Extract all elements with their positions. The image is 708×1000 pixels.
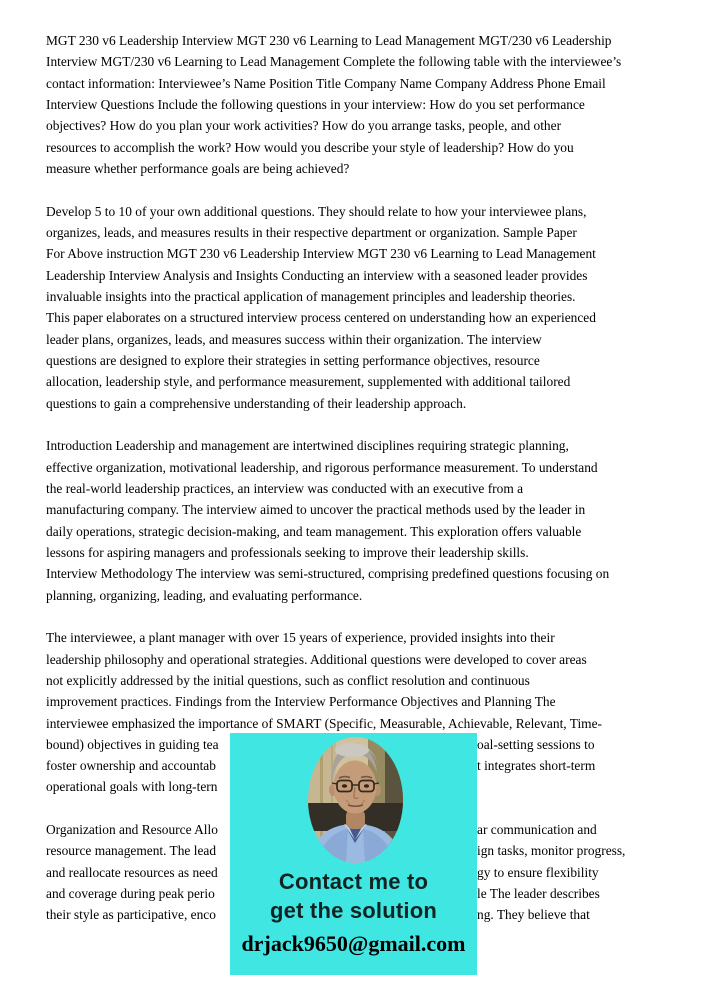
- text-line: effective organization, motivational leadership, and rigorous performance measurement. To understand: [46, 459, 598, 475]
- text-line: For Above instruction MGT 230 v6 Leadership Interview MGT 230 v6 Learning to Lead Management: [46, 246, 596, 262]
- text-line: lessons for aspiring managers and professionals seeking to improve their leadership skills.: [46, 544, 529, 560]
- text-line: Interview MGT/230 v6 Learning to Lead Management Complete the following table with the interviewee’s: [46, 54, 622, 70]
- paragraph: [46, 201, 671, 414]
- text-line: questions to gain a comprehensive understanding of their leadership approach.: [46, 395, 467, 411]
- text-line: daily operations, strategic decision-making, and team management. This exploration offers valuable: [46, 523, 582, 539]
- contact-overlay: [230, 733, 477, 975]
- paragraph: [46, 435, 671, 606]
- contact-email: drjack9650@gmail.com: [241, 931, 466, 956]
- text-fragment-left: resource management. The lead: [46, 843, 217, 859]
- text-fragment-right: t integrates short-term: [477, 758, 596, 774]
- text-line: This paper elaborates on a structured interview process centered on understanding how an experienced: [46, 310, 596, 326]
- text-fragment-right: oal-setting sessions to: [477, 736, 595, 752]
- text-fragment-left: bound) objectives in guiding tea: [46, 736, 219, 752]
- text-line: the real-world leadership practices, an interview was conducted with an executive from a: [46, 480, 524, 496]
- text-fragment-left: and coverage during peak perio: [46, 886, 215, 902]
- portrait-photo-icon: [308, 737, 403, 863]
- text-line: not explicitly addressed by the initial questions, such as conflict resolution and continuous: [46, 672, 530, 688]
- text-line: objectives? How do you plan your work activities? How do you arrange tasks, people, and other: [46, 118, 562, 134]
- paragraph: [46, 30, 671, 179]
- text-line: Interview Questions Include the following questions in your interview: How do you set performance: [46, 96, 585, 112]
- text-fragment-right: gy to ensure flexibility: [477, 864, 599, 880]
- text-fragment-left: operational goals with long-tern: [46, 779, 218, 795]
- text-line: contact information: Interviewee’s Name Position Title Company Name Company Address Phone Email: [46, 75, 606, 91]
- text-fragment-left: their style as participative, enco: [46, 907, 216, 923]
- contact-headline-line1: Contact me to: [278, 869, 429, 894]
- text-fragment-left: Organization and Resource Allo: [46, 822, 218, 838]
- text-fragment-left: and reallocate resources as need: [46, 864, 218, 880]
- text-line: MGT 230 v6 Leadership Interview MGT 230 v6 Learning to Lead Management MGT/230 v6 Leadership: [46, 33, 612, 48]
- text-line: Leadership Interview Analysis and Insights Conducting an interview with a seasoned leader provides: [46, 267, 588, 283]
- text-line: measure whether performance goals are being achieved?: [46, 160, 350, 176]
- contact-headline-line2: get the solution: [270, 898, 437, 923]
- text-line: Introduction Leadership and management are intertwined disciplines requiring strategic planning,: [46, 438, 569, 454]
- text-line: planning, organizing, leading, and evaluating performance.: [46, 587, 363, 603]
- text-fragment-right: le The leader describes: [477, 886, 600, 902]
- text-line: interviewee emphasized the importance of SMART (Specific, Measurable, Achievable, Relevant, Time-: [46, 715, 602, 731]
- text-line: Interview Methodology The interview was semi-structured, comprising predefined questions focusing on: [46, 566, 610, 582]
- text-line: Develop 5 to 10 of your own additional questions. They should relate to how your interviewee plans,: [46, 203, 587, 219]
- text-line: organizes, leads, and measures results in their respective department or organization. Sample Paper: [46, 224, 577, 240]
- text-line: leadership philosophy and operational strategies. Additional questions were developed to cover areas: [46, 651, 587, 667]
- text-line: allocation, leadership style, and performance measurement, supplemented with additional tailored: [46, 374, 571, 390]
- text-line: invaluable insights into the practical application of management principles and leadership theories.: [46, 288, 576, 304]
- text-fragment-left: foster ownership and accountab: [46, 758, 216, 774]
- contact-text-block: [230, 867, 477, 957]
- text-fragment-right: ng. They believe that: [477, 907, 590, 923]
- text-fragment-right: ign tasks, monitor progress,: [477, 843, 626, 859]
- text-fragment-right: ar communication and: [477, 822, 597, 838]
- text-line: resources to accomplish the work? How would you describe your style of leadership? How do you: [46, 139, 574, 155]
- text-line: leader plans, organizes, leads, and measures success within their organization. The interview: [46, 331, 542, 347]
- text-line: manufacturing company. The interview aimed to uncover the practical methods used by the leader in: [46, 502, 586, 518]
- text-line: questions are designed to explore their strategies in setting performance objectives, resource: [46, 352, 540, 368]
- text-line: improvement practices. Findings from the Interview Performance Objectives and Planning The: [46, 694, 556, 710]
- text-line: The interviewee, a plant manager with over 15 years of experience, provided insights into their: [46, 630, 555, 646]
